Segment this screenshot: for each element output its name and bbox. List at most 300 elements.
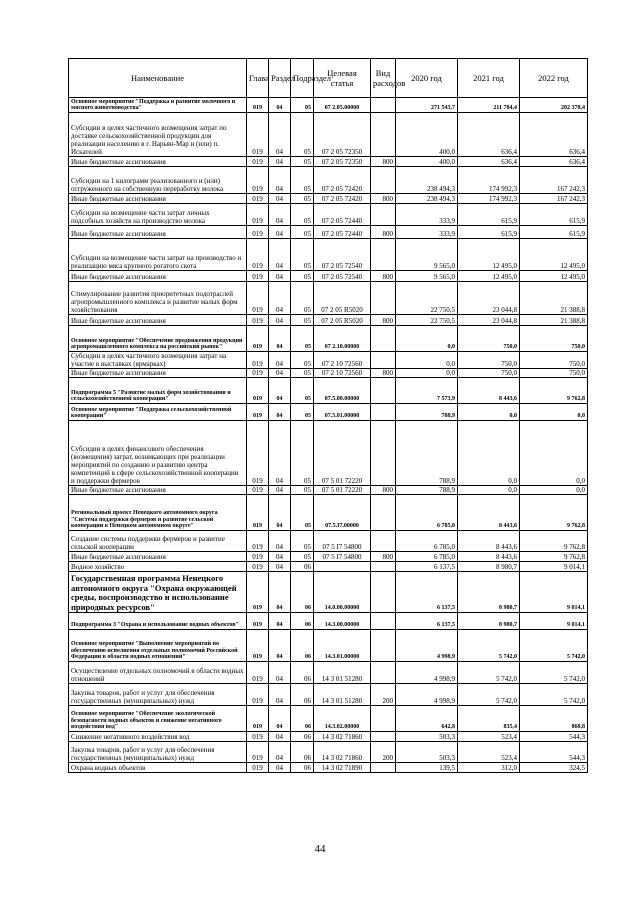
row-value-2020: 642,8 — [396, 706, 458, 732]
row-chapter: 019 — [247, 378, 269, 404]
row-value-2021: 615,9 — [458, 204, 520, 226]
row-value-2021: 211 784,4 — [458, 98, 520, 113]
row-section: 04 — [269, 613, 291, 630]
row-chapter: 019 — [247, 421, 269, 486]
table-row — [69, 271, 588, 282]
row-value-2021: 23 044,8 — [458, 315, 520, 326]
row-section: 04 — [269, 421, 291, 486]
row-value-2020: 400,0 — [396, 113, 458, 157]
row-chapter: 019 — [247, 630, 269, 662]
row-chapter: 019 — [247, 763, 269, 773]
row-target-article: 07 2 05 72440 — [314, 204, 371, 226]
row-target-article: 07 5 01 72220 — [314, 486, 371, 495]
row-value-2021: 5 742,0 — [458, 662, 520, 684]
table-row — [69, 552, 588, 562]
table-row — [69, 204, 588, 226]
row-name: Основное мероприятие "Обеспечение продвижения продукции агропромышленного комплекса на российский рынок" — [69, 326, 247, 352]
row-section: 04 — [269, 369, 291, 378]
table-row — [69, 763, 588, 773]
row-value-2022: 0,0 — [520, 421, 588, 486]
row-section: 04 — [269, 684, 291, 706]
row-name: Субсидии на 1 килограмм реализованного и (или) отгруженного на собственную переработку молока — [69, 167, 247, 194]
row-value-2020: 4 998,9 — [396, 630, 458, 662]
row-value-2021: 523,4 — [458, 732, 520, 742]
row-name: Субсидии в целях финансового обеспечения (возмещения) затрат, возникающих при реализации мероприятий по созданию и развитию центра компетенций в сфере сельскохозяйственной кооперации и поддержки фермеров — [69, 421, 247, 486]
row-value-2021: 8 443,6 — [458, 531, 520, 552]
row-value-2021: 636,4 — [458, 113, 520, 157]
table-row — [69, 562, 588, 572]
row-value-2021: 8 443,6 — [458, 552, 520, 562]
row-target-article: 14 3 01 51280 — [314, 662, 371, 684]
row-section: 04 — [269, 315, 291, 326]
row-value-2020: 4 998,9 — [396, 684, 458, 706]
row-target-article: 14 3 02 71860 — [314, 742, 371, 763]
row-section: 04 — [269, 352, 291, 369]
table-row — [69, 742, 588, 763]
row-name: Закупка товаров, работ и услуг для обеспечения государственных (муниципальных) нужд — [69, 684, 247, 706]
row-value-2022: 21 388,8 — [520, 282, 588, 315]
row-subsection: 05 — [291, 495, 314, 531]
header-year-2020: 2020 год — [396, 59, 458, 98]
table-row — [69, 421, 588, 486]
row-value-2022: 202 378,4 — [520, 98, 588, 113]
row-name: Региональный проект Ненецкого автономного округа "Система поддержки фермеров и развитие сельской кооперации в Ненецком автономном округе" — [69, 495, 247, 531]
row-chapter: 019 — [247, 352, 269, 369]
row-subsection: 06 — [291, 613, 314, 630]
row-target-article: 07 5 I7 54800 — [314, 552, 371, 562]
row-name: Основное мероприятие "Обеспечение экологической безопасности водных объектов и снижение негативного воздействия вод" — [69, 706, 247, 732]
row-value-2020: 0,0 — [396, 352, 458, 369]
row-value-2022: 9 762,8 — [520, 378, 588, 404]
table-row — [69, 630, 588, 662]
row-target-article: 14.3.00.00000 — [314, 613, 371, 630]
row-subsection: 06 — [291, 742, 314, 763]
row-name: Основное мероприятие "Выполнение мероприятий по обеспечению исполнения отдельных полномочий Российской Федерации в области водных отношений" — [69, 630, 247, 662]
row-name: Иные бюджетные ассигнования — [69, 226, 247, 239]
row-value-2020: 788,9 — [396, 421, 458, 486]
row-target-article: 07.5.01.00000 — [314, 404, 371, 421]
table-row — [69, 282, 588, 315]
table-row — [69, 194, 588, 204]
row-value-2020: 238 494,3 — [396, 194, 458, 204]
row-value-2021: 8 443,6 — [458, 378, 520, 404]
row-section: 04 — [269, 194, 291, 204]
row-target-article: 07 2.10.00000 — [314, 326, 371, 352]
row-name: Подпрограмма 3 "Охрана и использование водных объектов" — [69, 613, 247, 630]
row-target-article: 14 3 02 71890 — [314, 763, 371, 773]
row-target-article: 07 2 05 72350 — [314, 113, 371, 157]
row-expense-type — [371, 495, 396, 531]
row-chapter: 019 — [247, 662, 269, 684]
row-value-2020: 788,9 — [396, 404, 458, 421]
row-value-2021: 12 495,0 — [458, 239, 520, 271]
row-expense-type — [371, 113, 396, 157]
row-name: Иные бюджетные ассигнования — [69, 552, 247, 562]
row-name: Закупка товаров, работ и услуг для обеспечения государственных (муниципальных) нужд — [69, 742, 247, 763]
row-chapter: 019 — [247, 315, 269, 326]
row-chapter: 019 — [247, 282, 269, 315]
table-row — [69, 572, 588, 613]
row-value-2021: 8 980,7 — [458, 562, 520, 572]
row-value-2022: 5 742,0 — [520, 684, 588, 706]
row-target-article: 07.5.I7.00000 — [314, 495, 371, 531]
row-target-article: 07 5 01 72220 — [314, 421, 371, 486]
row-subsection: 05 — [291, 157, 314, 167]
table-row — [69, 352, 588, 369]
row-section: 04 — [269, 167, 291, 194]
row-name: Подпрограмма 5 "Развитие малых форм хозяйствования и сельскохозяйственной кооперации" — [69, 378, 247, 404]
table-row — [69, 706, 588, 732]
row-target-article: 07 2 05 72540 — [314, 239, 371, 271]
row-chapter: 019 — [247, 742, 269, 763]
row-expense-type — [371, 167, 396, 194]
row-section: 04 — [269, 495, 291, 531]
row-section: 04 — [269, 630, 291, 662]
row-value-2022: 868,8 — [520, 706, 588, 732]
row-target-article: 14.0.00.00000 — [314, 572, 371, 613]
row-section: 04 — [269, 732, 291, 742]
row-name: Субсидии на возмещение части затрат на производство и реализацию мяса крупного рогатого скота — [69, 239, 247, 271]
row-target-article: 07 2.05.00000 — [314, 98, 371, 113]
row-target-article: 07 5 I7 54800 — [314, 531, 371, 552]
row-expense-type — [371, 706, 396, 732]
header-expense-type: Вид расходов — [371, 59, 396, 98]
row-subsection: 05 — [291, 315, 314, 326]
row-value-2021: 835,4 — [458, 706, 520, 732]
row-target-article: 14.3.01.00000 — [314, 630, 371, 662]
row-subsection: 06 — [291, 684, 314, 706]
row-subsection: 06 — [291, 662, 314, 684]
row-value-2020: 0,0 — [396, 326, 458, 352]
header-subsection: Подраздел — [291, 59, 314, 98]
table-row — [69, 613, 588, 630]
row-chapter: 019 — [247, 369, 269, 378]
row-chapter: 019 — [247, 271, 269, 282]
row-subsection: 06 — [291, 763, 314, 773]
row-chapter: 019 — [247, 204, 269, 226]
row-name: Иные бюджетные ассигнования — [69, 271, 247, 282]
table-row — [69, 239, 588, 271]
row-value-2020: 22 750,5 — [396, 315, 458, 326]
row-subsection: 06 — [291, 572, 314, 613]
row-name: Стимулирование развития приоритетных подотраслей агропромышленного комплекса и развитие малых форм хозяйствования — [69, 282, 247, 315]
row-value-2022: 615,9 — [520, 204, 588, 226]
row-target-article: 14 3 01 51280 — [314, 684, 371, 706]
row-value-2022: 9 014,1 — [520, 562, 588, 572]
row-value-2020: 9 565,0 — [396, 239, 458, 271]
row-value-2022: 615,9 — [520, 226, 588, 239]
row-value-2022: 636,4 — [520, 113, 588, 157]
row-value-2021: 750,0 — [458, 326, 520, 352]
row-section: 04 — [269, 562, 291, 572]
table-row — [69, 369, 588, 378]
row-expense-type: 800 — [371, 369, 396, 378]
header-year-2022: 2022 год — [520, 59, 588, 98]
row-subsection: 05 — [291, 404, 314, 421]
row-value-2021: 523,4 — [458, 742, 520, 763]
table-row — [69, 684, 588, 706]
row-value-2022: 5 742,0 — [520, 662, 588, 684]
row-name: Основное мероприятие "Поддержка сельскохозяйственной кооперации" — [69, 404, 247, 421]
row-value-2020: 238 494,3 — [396, 167, 458, 194]
row-section: 04 — [269, 271, 291, 282]
budget-table-container — [68, 58, 587, 773]
row-value-2021: 174 992,3 — [458, 194, 520, 204]
row-section: 04 — [269, 486, 291, 495]
row-chapter: 019 — [247, 495, 269, 531]
row-section: 04 — [269, 204, 291, 226]
row-value-2022: 750,0 — [520, 326, 588, 352]
row-expense-type — [371, 732, 396, 742]
row-value-2020: 400,0 — [396, 157, 458, 167]
row-chapter: 019 — [247, 239, 269, 271]
row-subsection: 05 — [291, 113, 314, 157]
header-chapter: Глава — [247, 59, 269, 98]
row-chapter: 019 — [247, 113, 269, 157]
row-value-2020: 333,9 — [396, 204, 458, 226]
row-expense-type: 800 — [371, 315, 396, 326]
row-target-article: 07 2 05 72420 — [314, 194, 371, 204]
row-expense-type: 800 — [371, 157, 396, 167]
row-target-article: 07.5.00.00000 — [314, 378, 371, 404]
row-expense-type — [371, 98, 396, 113]
row-target-article: 07 2 05 72540 — [314, 271, 371, 282]
row-chapter: 019 — [247, 486, 269, 495]
row-value-2021: 8 443,6 — [458, 495, 520, 531]
table-row — [69, 157, 588, 167]
row-expense-type — [371, 239, 396, 271]
table-body — [69, 98, 588, 773]
row-name: Иные бюджетные ассигнования — [69, 315, 247, 326]
row-subsection: 06 — [291, 562, 314, 572]
row-value-2021: 8 980,7 — [458, 613, 520, 630]
row-chapter: 019 — [247, 684, 269, 706]
row-value-2020: 6 785,0 — [396, 531, 458, 552]
row-expense-type — [371, 572, 396, 613]
row-value-2020: 0,0 — [396, 369, 458, 378]
table-row — [69, 531, 588, 552]
table-row — [69, 315, 588, 326]
row-chapter: 019 — [247, 98, 269, 113]
row-subsection: 05 — [291, 194, 314, 204]
row-expense-type — [371, 562, 396, 572]
table-row — [69, 732, 588, 742]
row-value-2021: 8 980,7 — [458, 572, 520, 613]
header-section: Раздел — [269, 59, 291, 98]
row-chapter: 019 — [247, 194, 269, 204]
row-section: 04 — [269, 226, 291, 239]
row-target-article: 07 2 05 72420 — [314, 167, 371, 194]
row-target-article: 07 2 10 72560 — [314, 352, 371, 369]
row-value-2021: 0,0 — [458, 404, 520, 421]
row-value-2022: 544,3 — [520, 742, 588, 763]
row-name: Снижение негативного воздействия вод — [69, 732, 247, 742]
row-value-2020: 7 573,9 — [396, 378, 458, 404]
row-name: Осуществление отдельных полномочий в области водных отношений — [69, 662, 247, 684]
row-expense-type — [371, 421, 396, 486]
row-target-article: 14 3 02 71860 — [314, 732, 371, 742]
row-chapter: 019 — [247, 562, 269, 572]
row-chapter: 019 — [247, 326, 269, 352]
row-value-2022: 9 762,8 — [520, 495, 588, 531]
row-value-2022: 9 762,8 — [520, 552, 588, 562]
row-section: 04 — [269, 98, 291, 113]
header-target-article: Целевая статья — [314, 59, 371, 98]
row-value-2021: 0,0 — [458, 486, 520, 495]
row-section: 04 — [269, 239, 291, 271]
row-value-2020: 22 750,5 — [396, 282, 458, 315]
row-chapter: 019 — [247, 531, 269, 552]
row-value-2020: 503,3 — [396, 732, 458, 742]
row-name: Субсидии в целях частичного возмещения затрат по доставке сельскохозяйственной продукции для реализации населению в г. Нарьян-Мар и (или) п. Искателей — [69, 113, 247, 157]
table-row — [69, 98, 588, 113]
row-name: Субсидии на возмещение части затрат личных подсобных хозяйств на производство молока — [69, 204, 247, 226]
row-section: 04 — [269, 552, 291, 562]
row-subsection: 05 — [291, 421, 314, 486]
row-value-2022: 0,0 — [520, 486, 588, 495]
row-subsection: 05 — [291, 378, 314, 404]
row-chapter: 019 — [247, 404, 269, 421]
row-subsection: 05 — [291, 239, 314, 271]
table-row — [69, 326, 588, 352]
row-value-2022: 9 014,1 — [520, 572, 588, 613]
row-subsection: 05 — [291, 531, 314, 552]
row-value-2020: 6 137,5 — [396, 562, 458, 572]
row-value-2020: 271 543,7 — [396, 98, 458, 113]
row-name: Охрана водных объектов — [69, 763, 247, 773]
row-expense-type: 200 — [371, 684, 396, 706]
row-value-2020: 9 565,0 — [396, 271, 458, 282]
row-value-2020: 788,9 — [396, 486, 458, 495]
table-row — [69, 167, 588, 194]
row-value-2021: 12 495,0 — [458, 271, 520, 282]
row-name: Водное хозяйство — [69, 562, 247, 572]
page-number: 44 — [314, 843, 326, 855]
row-value-2022: 167 242,3 — [520, 194, 588, 204]
row-value-2021: 636,4 — [458, 157, 520, 167]
header-year-2021: 2021 год — [458, 59, 520, 98]
row-name: Субсидии в целях частичного возмещения затрат на участие в выставках (ярмарках) — [69, 352, 247, 369]
row-name: Иные бюджетные ассигнования — [69, 369, 247, 378]
row-expense-type — [371, 326, 396, 352]
budget-table — [68, 58, 588, 773]
table-row — [69, 378, 588, 404]
row-value-2020: 6 785,0 — [396, 552, 458, 562]
row-subsection: 05 — [291, 226, 314, 239]
row-value-2021: 23 044,8 — [458, 282, 520, 315]
row-section: 04 — [269, 378, 291, 404]
row-expense-type — [371, 763, 396, 773]
table-row — [69, 495, 588, 531]
row-section: 04 — [269, 742, 291, 763]
row-expense-type — [371, 531, 396, 552]
row-target-article: 07 2 05 R5020 — [314, 315, 371, 326]
row-value-2021: 174 992,3 — [458, 167, 520, 194]
row-expense-type: 800 — [371, 552, 396, 562]
row-name: Иные бюджетные ассигнования — [69, 194, 247, 204]
row-value-2022: 12 495,0 — [520, 239, 588, 271]
row-target-article: 14.3.02.00000 — [314, 706, 371, 732]
row-value-2020: 6 137,5 — [396, 572, 458, 613]
row-chapter: 019 — [247, 732, 269, 742]
row-value-2022: 324,5 — [520, 763, 588, 773]
row-expense-type — [371, 204, 396, 226]
row-subsection: 06 — [291, 630, 314, 662]
row-subsection: 06 — [291, 706, 314, 732]
row-expense-type: 800 — [371, 271, 396, 282]
row-value-2021: 5 742,0 — [458, 630, 520, 662]
header-name: Наименование — [69, 59, 247, 98]
row-expense-type — [371, 613, 396, 630]
row-value-2022: 167 242,3 — [520, 167, 588, 194]
row-value-2020: 4 998,9 — [396, 662, 458, 684]
row-name: Иные бюджетные ассигнования — [69, 157, 247, 167]
table-row — [69, 404, 588, 421]
row-section: 04 — [269, 404, 291, 421]
row-chapter: 019 — [247, 706, 269, 732]
row-target-article: 07 2 05 72350 — [314, 157, 371, 167]
row-value-2021: 750,0 — [458, 352, 520, 369]
row-expense-type — [371, 378, 396, 404]
row-value-2021: 750,0 — [458, 369, 520, 378]
row-value-2022: 0,0 — [520, 404, 588, 421]
row-subsection: 05 — [291, 98, 314, 113]
row-chapter: 019 — [247, 572, 269, 613]
row-value-2022: 636,4 — [520, 157, 588, 167]
row-section: 04 — [269, 572, 291, 613]
row-section: 04 — [269, 531, 291, 552]
row-expense-type — [371, 352, 396, 369]
row-name: Государственная программа Ненецкого автономного округа "Охрана окружающей среды, воспроизводство и использование природных ресурсов" — [69, 572, 247, 613]
row-value-2021: 312,0 — [458, 763, 520, 773]
row-expense-type: 800 — [371, 194, 396, 204]
row-section: 04 — [269, 706, 291, 732]
row-subsection: 05 — [291, 204, 314, 226]
header-row — [69, 59, 588, 98]
row-subsection: 05 — [291, 369, 314, 378]
row-expense-type — [371, 282, 396, 315]
row-section: 04 — [269, 326, 291, 352]
row-subsection: 05 — [291, 167, 314, 194]
row-subsection: 05 — [291, 552, 314, 562]
row-target-article: 07 2 10 72560 — [314, 369, 371, 378]
row-value-2022: 9 014,1 — [520, 613, 588, 630]
row-chapter: 019 — [247, 552, 269, 562]
row-value-2022: 544,3 — [520, 732, 588, 742]
row-name: Создание системы поддержки фермеров и развитие сельской кооперации — [69, 531, 247, 552]
row-expense-type — [371, 630, 396, 662]
row-value-2021: 0,0 — [458, 421, 520, 486]
row-name: Иные бюджетные ассигнования — [69, 486, 247, 495]
table-row — [69, 662, 588, 684]
row-chapter: 019 — [247, 226, 269, 239]
row-target-article — [314, 562, 371, 572]
table-row — [69, 113, 588, 157]
row-value-2020: 503,3 — [396, 742, 458, 763]
row-expense-type: 200 — [371, 742, 396, 763]
row-value-2022: 750,0 — [520, 369, 588, 378]
row-subsection: 05 — [291, 282, 314, 315]
row-value-2022: 21 388,8 — [520, 315, 588, 326]
row-section: 04 — [269, 282, 291, 315]
row-value-2022: 9 762,8 — [520, 531, 588, 552]
row-value-2021: 615,9 — [458, 226, 520, 239]
row-subsection: 05 — [291, 271, 314, 282]
row-value-2021: 5 742,0 — [458, 684, 520, 706]
row-section: 04 — [269, 113, 291, 157]
row-value-2020: 6 137,5 — [396, 613, 458, 630]
row-section: 04 — [269, 157, 291, 167]
